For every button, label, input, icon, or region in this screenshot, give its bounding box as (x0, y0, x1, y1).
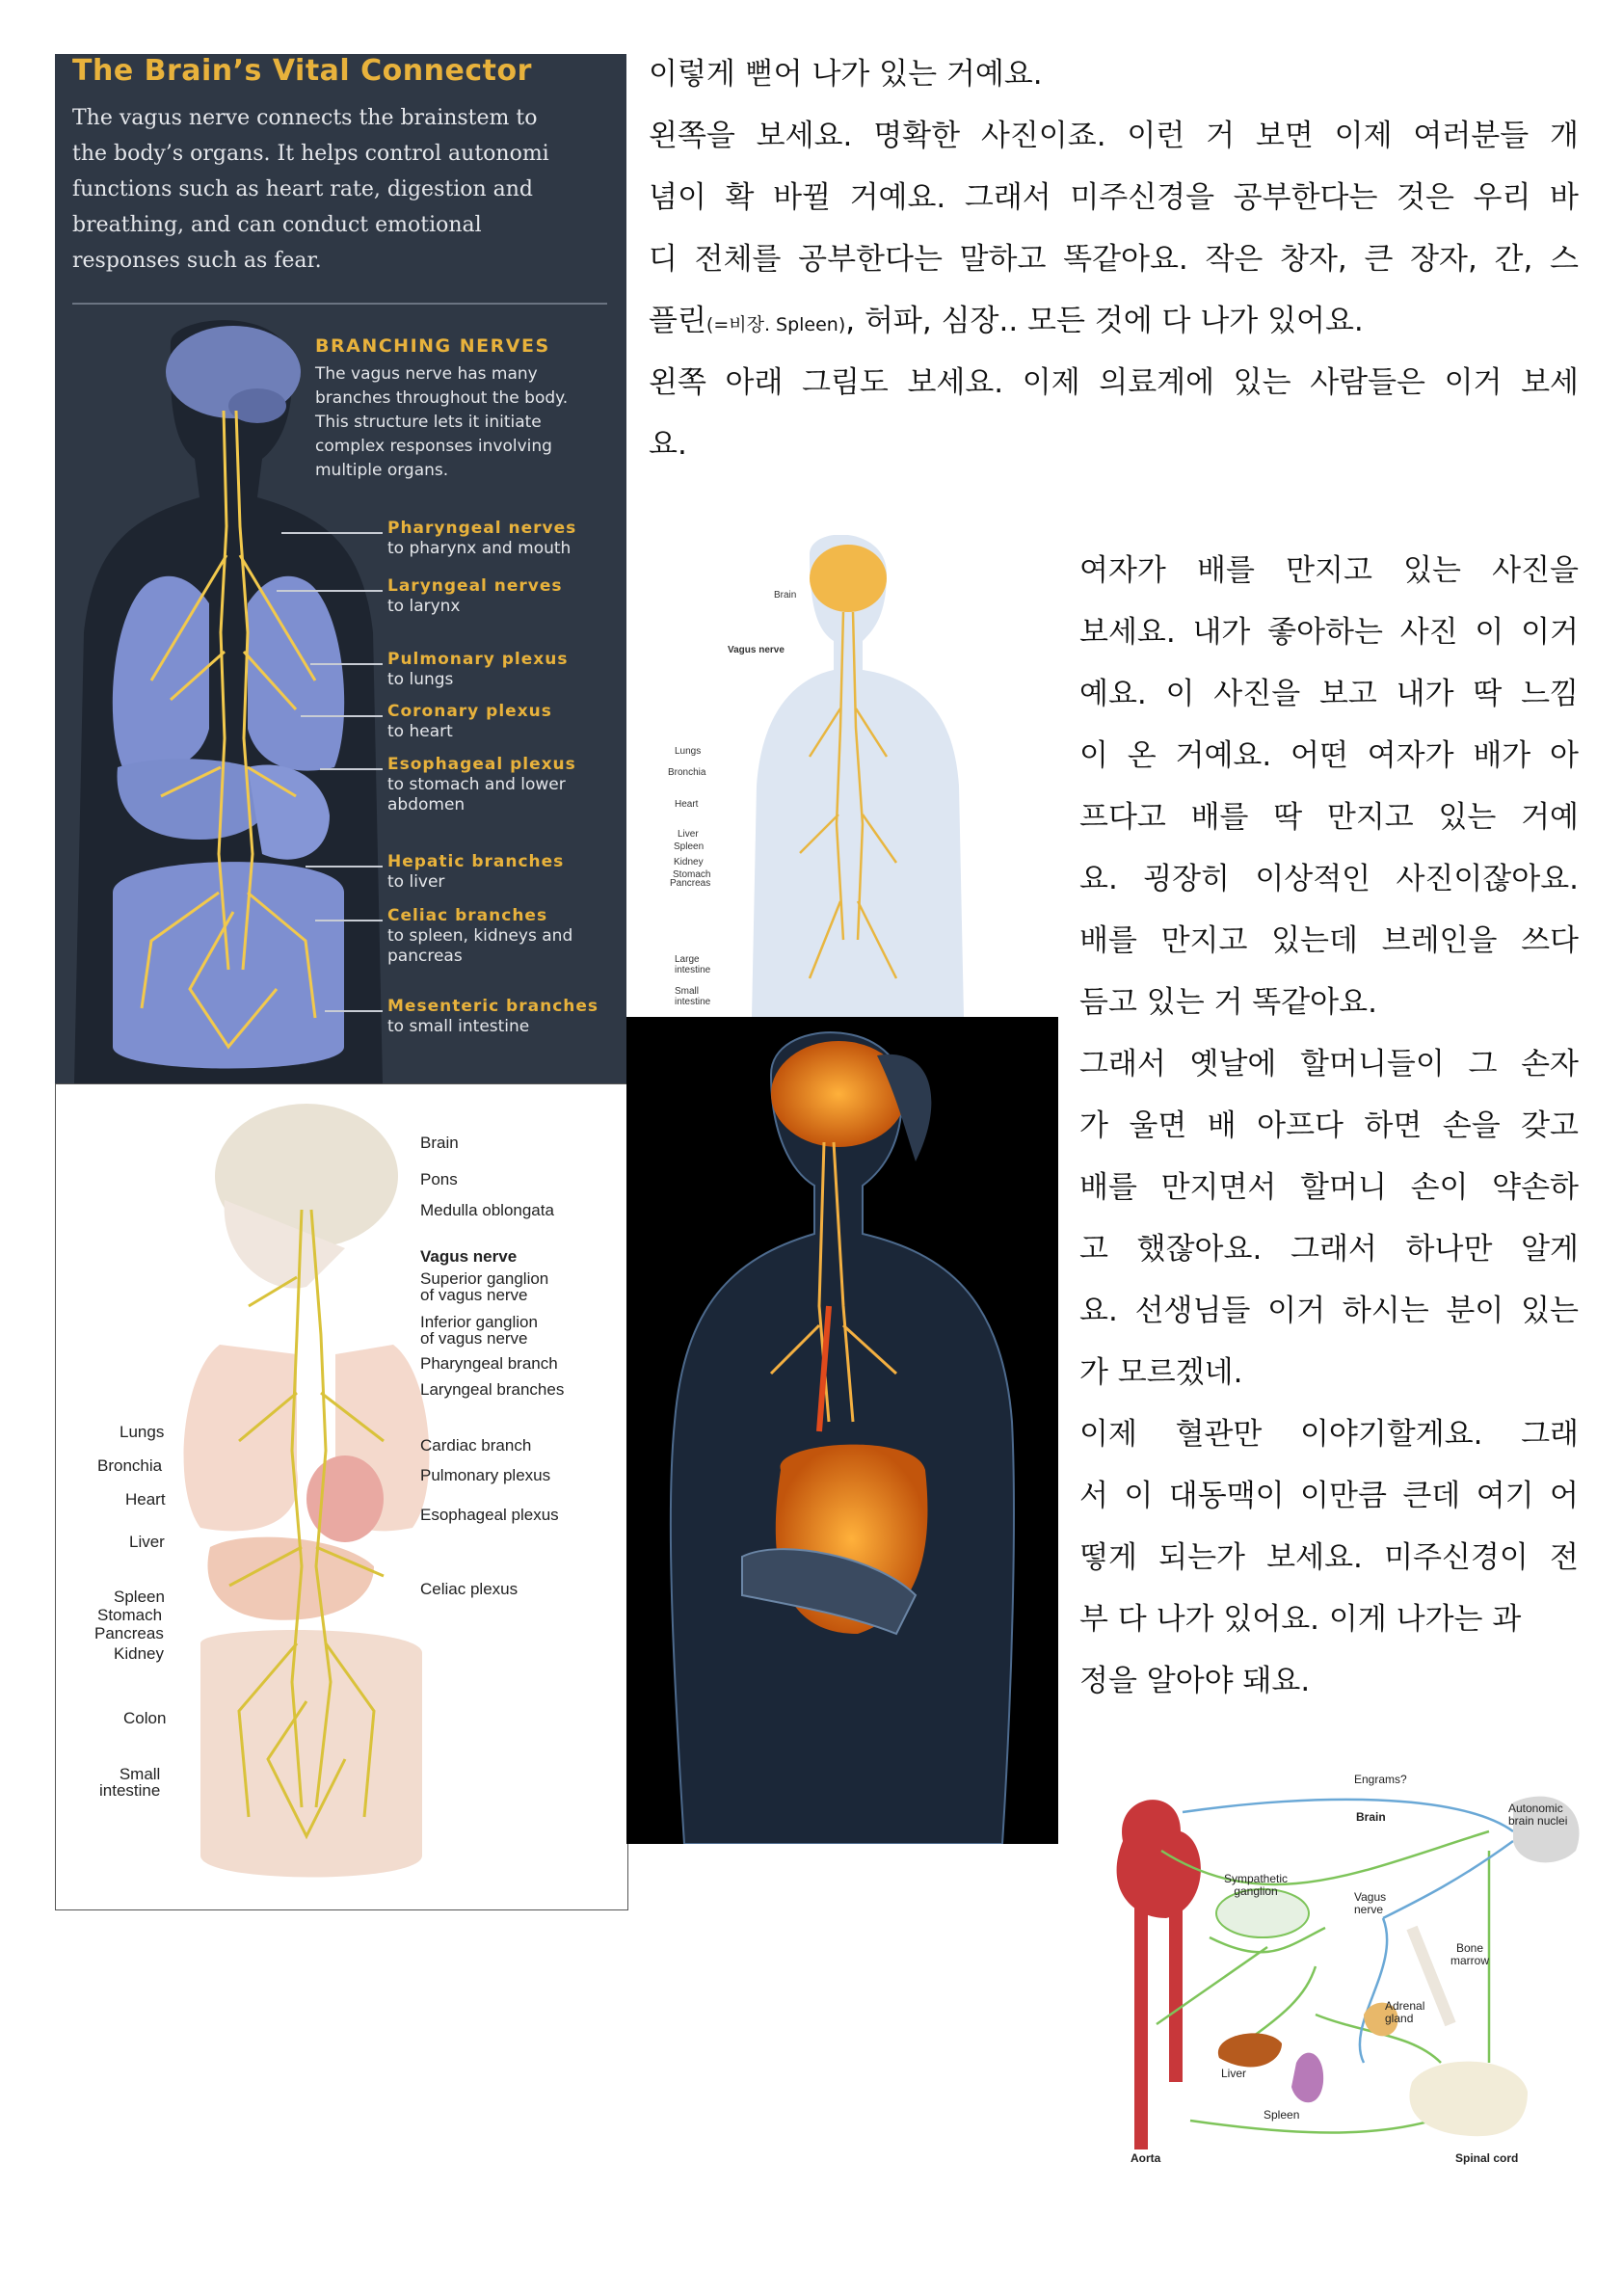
label: Laryngeal branches (420, 1380, 565, 1399)
divider (72, 303, 607, 305)
label: Celiac plexus (420, 1580, 519, 1598)
paragraph-2: 왼쪽을 보세요. 명확한 사진이죠. 이런 거 보면 이제 여러분들 개 념이 확 바뀔 거예요. 그래서 미주신경을 공부한다는 것은 우리 바 디 전체를 공부한다는 말하고 똑같아요. 작은 창자, 큰 장자, 간, 스 플린(=비장. Spleen), 허파, 심장.. 모든 것에 다 나가 있어요. (649, 119, 1579, 338)
label: Medulla oblongata (420, 1201, 554, 1219)
label-pharyngeal: Pharyngeal nerves to pharynx and mouth (387, 519, 577, 558)
label-laryngeal: Laryngeal nerves to larynx (387, 576, 563, 616)
woman-touching-belly-image (626, 1017, 1058, 1844)
label: Esophageal plexus (420, 1506, 559, 1524)
vagus-body-figure: Brain Vagus nerve Lungs Bronchia Heart Liver Spleen Kidney Stomach Pancreas Large intestine Small intestine (665, 535, 998, 1017)
label: Kidney (114, 1644, 164, 1663)
vagus-infographic (55, 54, 626, 1083)
label: Superior ganglion of vagus nerve (420, 1269, 549, 1304)
label: Pharyngeal branch (420, 1354, 558, 1373)
label: Bronchia (97, 1456, 163, 1475)
label: Pancreas (94, 1624, 164, 1642)
vagus-anatomy-diagram (55, 1083, 628, 1910)
label: Liver (129, 1533, 165, 1551)
label: Spleen (114, 1588, 165, 1606)
label-pulmonary: Pulmonary plexus to lungs (387, 650, 569, 689)
body-illustration (665, 535, 998, 1017)
label-coronary: Coronary plexus to heart (387, 702, 552, 741)
woman-illustration (626, 1017, 1058, 1844)
label: Small intestine (99, 1765, 161, 1800)
paragraph-4: 여자가 배를 만지고 있는 사진을 보세요. 내가 좋아하는 사진 이 이거 예요. 이 사진을 보고 내가 딱 느낌 이 온 거예요. 어떤 여자가 배가 아 프다고 배를 딱 만지고 있는 거예 요. 굉장히 이상적인 사진이잖아요. 배를 만지고 있는데 브레인을 쓰다 듬고 있는 거 똑같아요. 그래서 옛날에 할머니들이 그 손자 가 울면 배 아프다 하면 손을 갖고 배를 만지면서 할머니 손이 약손하 고 했잖아요. 그래서 하나만 알게 요. 선생님들 이거 하시는 분이 있는 가 모르겠네. 이제 혈관만 이야기할게요. 그래 서 이 대동맥이 이만큼 큰데 여기 어 떻게 되는가 보세요. 미주신경이 전 부 다 나가 있어요. 이게 나가는 과 정을 알아야 돼요. (1079, 553, 1579, 1698)
label-celiac: Celiac branches to spleen, kidneys and pancreas (387, 906, 573, 966)
branching-body: The vagus nerve has many branches throughout the body. This structure lets it initiate complex responses involving multiple organs. (315, 364, 569, 480)
label: Inferior ganglion of vagus nerve (420, 1313, 538, 1348)
label: Brain (420, 1134, 459, 1152)
label: Pulmonary plexus (420, 1466, 551, 1484)
branching-heading: BRANCHING NERVES (315, 335, 550, 357)
label: Pons (420, 1170, 458, 1188)
circuit-illustration (1075, 1774, 1590, 2178)
label-hepatic: Hepatic branches to liver (387, 852, 565, 892)
label: Colon (123, 1709, 167, 1727)
label: Stomach (97, 1606, 163, 1624)
label-mesenteric: Mesenteric branches to small intestine (387, 997, 599, 1036)
label: Vagus nerve (420, 1247, 518, 1266)
paragraph-1: 이렇게 뻗어 나가 있는 거예요. (649, 57, 1043, 92)
label: Heart (125, 1490, 166, 1508)
label-esophageal: Esophageal plexus to stomach and lower abdomen (387, 755, 576, 814)
label: Cardiac branch (420, 1436, 532, 1455)
infographic-title: The Brain’s Vital Connector (72, 54, 532, 88)
infographic-intro: The vagus nerve connects the brainstem to the body’s organs. It helps control autonomi functions such as heart rate, digestion and breathing, and can conduct emotional responses such as fear. (72, 106, 549, 273)
paragraph-3: 왼쪽 아래 그림도 보세요. 이제 의료계에 있는 사람들은 이거 보세 요. (649, 365, 1579, 462)
label: Lungs (120, 1423, 165, 1441)
neuroimmune-circuit-diagram: Engrams? Brain Autonomic brain nuclei Sympathetic ganglion Vagus nerve Bone marrow Adrenal gland Liver Spleen Aorta Spinal cord (1075, 1774, 1590, 2178)
